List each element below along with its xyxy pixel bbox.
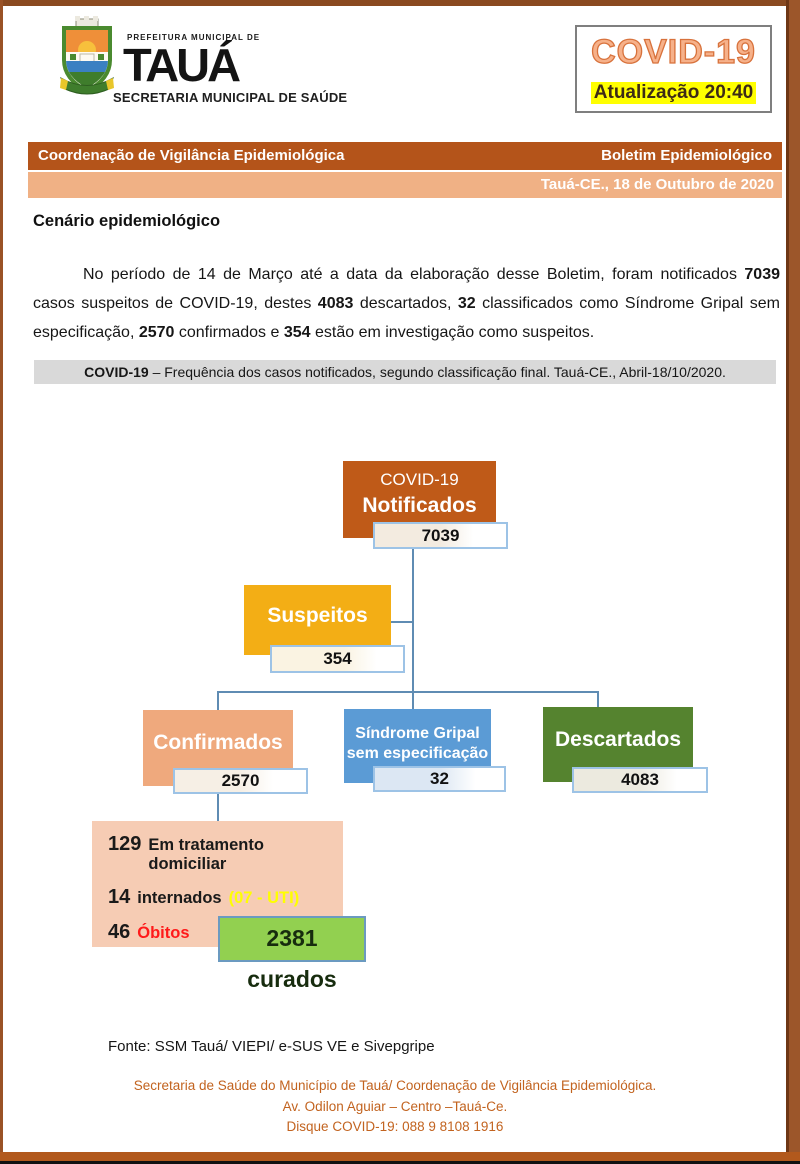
taua-coat-of-arms-icon [56,16,118,102]
connector-suspeitos-horizontal [391,621,413,623]
value-suspeitos: 354 [270,645,405,673]
value-descartados: 4083 [572,767,708,793]
caption-covid-label: COVID-19 [84,364,149,380]
connector-branch-horizontal [217,691,599,693]
figure-caption-bar [34,360,776,384]
covid-badge-update: Atualização 20:40 [591,82,756,104]
tratamento-label: Em tratamento domiciliar [148,836,264,873]
title-bar-left-text: Coordenação de Vigilância Epidemiológica [38,147,345,164]
connector-drop-confirmados [217,691,219,711]
value-sindrome-gripal: 32 [373,766,506,792]
stat-notificados: 7039 [744,266,780,283]
node-sindrome-line1: Síndrome Gripal [355,725,480,742]
stat-suspeitos: 354 [283,324,311,341]
detail-line-internados [108,886,343,909]
paragraph-segment: confirmados e [174,324,284,341]
frame-top-border [0,0,800,6]
connector-confirmados-detail [217,794,219,822]
node-notificados-line1: COVID-19 [380,470,459,489]
frame-right-border [789,0,800,1164]
internados-uti-label: (07 - UTI) [228,889,300,907]
stat-descartados: 4083 [317,295,354,312]
footer-line-secretaria: Secretaria de Saúde do Município de Tauá/ Coordenação de Vigilância Epidemiológica. [133,1078,657,1093]
value-notificados: 7039 [373,522,508,549]
node-descartados: Descartados [543,707,693,782]
stat-confirmados: 2570 [138,324,175,341]
paragraph-segment: classificados como Síndrome Gripal sem especificação, [33,295,781,341]
tratamento-count: 129 [108,833,142,855]
node-notificados-line2: Notificados [362,494,477,517]
title-bar-date: Tauá-CE., 18 de Outubro de 2020 [28,172,782,198]
city-name: TAUÁ [123,38,239,91]
caption-text: – Frequência dos casos notificados, segundo classificação final. Tauá-CE., Abril-18/10/2020. [148,364,726,380]
secretaria-label: SECRETARIA MUNICIPAL DE SAÚDE [113,90,348,105]
frame-left-border [0,0,3,1164]
value-confirmados: 2570 [173,768,308,794]
obitos-label: Óbitos [137,924,190,942]
paragraph-segment: descartados, [353,295,458,312]
curados-box: 2381 curados [218,916,366,962]
title-bar-right-text: Boletim Epidemiológico [601,147,772,164]
covid-badge [575,25,772,113]
node-confirmados: Confirmados [143,710,293,786]
section-heading: Cenário epidemiológico [33,212,221,230]
paragraph-segment: No período de 14 de Março até a data da elaboração desse Boletim, foram notificados [83,266,745,283]
title-bar-dark [28,142,782,170]
frame-bottom-orange-bar [0,1152,800,1161]
paragraph-segment: casos suspeitos de COVID-19, destes [33,295,318,312]
internados-count: 14 [108,886,131,908]
paragraph-segment: estão em investigação como suspeitos. [310,324,595,341]
detail-line-tratamento [108,833,343,874]
node-sindrome-line2: sem especificação [346,745,489,762]
obitos-count: 46 [108,921,131,943]
node-suspeitos: Suspeitos [244,585,391,655]
footer-line-telefone: Disque COVID-19: 088 9 8108 1916 [286,1119,504,1134]
internados-label: internados [137,889,222,907]
covid-badge-title: COVID-19 [591,33,756,71]
footer-line-endereco: Av. Odilon Aguiar – Centro –Tauá-Ce. [282,1098,508,1114]
connector-drop-descartados [597,691,599,708]
connector-drop-sindrome [412,691,414,710]
prefeitura-label: PREFEITURA MUNICIPAL DE [127,33,261,42]
intro-paragraph [33,260,780,347]
source-line: Fonte: SSM Tauá/ VIEPI/ e-SUS VE e Sivepgripe [108,1038,435,1055]
stat-sindrome: 32 [457,295,476,312]
footer-address [0,1076,790,1138]
